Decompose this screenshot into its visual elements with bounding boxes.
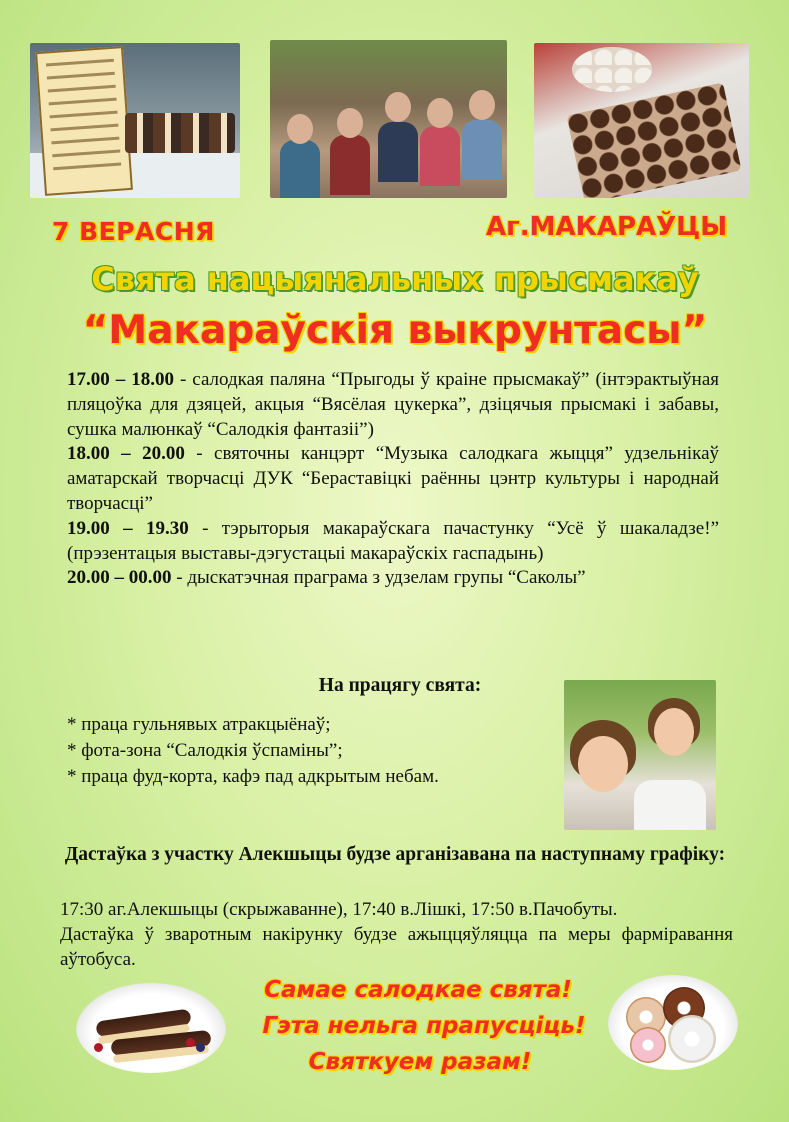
chocolate-sweets-photo: [534, 43, 749, 198]
schedule-item: 17.00 – 18.00 - салодкая паляна “Прыгоды ў краіне прысмакаў” (інтэрактыўная пляцоўка для дзяцей, акцыя “Вясёлая цукерка”, дзіцячыя прысмакі і забавы, сушка малюнкаў “Салодкія фантазіі”): [67, 369, 719, 440]
eclairs-image: [76, 983, 226, 1073]
festival-name: “Макараўскія выкрунтасы”: [82, 308, 708, 353]
extras-item: * праца гульнявых атракцыёнаў;: [67, 714, 331, 735]
menu-board-photo: [30, 43, 240, 198]
donuts-image: [608, 975, 738, 1070]
schedule-list: [67, 368, 719, 591]
chocolate-tray: [566, 82, 741, 198]
schedule-item: 18.00 – 20.00 - святочны канцэрт “Музыка салодкага жыцця” удзельнікаў аматарскай творчасці ДУК “Бераставіцкі раённы цэнтр культуры і народнай творчасці”: [67, 443, 719, 514]
schedule-item: 19.00 – 19.30 - тэрыторыя макараўскага пачастунку “Усё ў шакаладзе!” (прэзентацыя выставы-дэгустацыі макараўскіх гаспадынь): [67, 517, 719, 564]
extras-heading: На працягу свята:: [318, 675, 482, 696]
schedule-item: 20.00 – 00.00 - дыскатэчная праграма з удзелам групы “Саколы”: [67, 567, 586, 589]
slogan-sweetest: Самае салодкае свята!: [264, 977, 572, 1003]
transport-heading: Дастаўка з участку Алекшыцы будзе арганізавана па наступнаму графіку:: [64, 844, 726, 865]
cake-tray: [125, 113, 235, 153]
meringue-plate: [572, 47, 652, 92]
menu-sign: [35, 46, 133, 196]
extras-list: [67, 712, 557, 790]
extras-item: * праца фуд-корта, кафэ пад адкрытым небам.: [67, 766, 439, 787]
slogan-dont-miss: Гэта нельга прапусціць!: [262, 1013, 586, 1039]
crowd-tasting-photo: [270, 40, 507, 198]
extras-item: * фота-зона “Салодкія ўспаміны”;: [67, 740, 343, 761]
event-place: Аг.МАКАРАЎЦЫ: [486, 212, 728, 242]
event-date: 7 ВЕРАСНЯ: [52, 217, 215, 246]
transport-schedule: 17:30 аг.Алекшыцы (скрыжаванне), 17:40 в.Лішкі, 17:50 в.Пачобуты.: [60, 899, 618, 920]
transport-return: Дастаўка ў зваротным накірунку будзе ажыццяўляцца па меры фарміравання аўтобуса.: [60, 924, 733, 970]
slogan-celebrate: Святкуем разам!: [308, 1049, 532, 1075]
festival-title: Свята нацыянальных прысмакаў: [91, 260, 699, 298]
girls-photo: [564, 680, 716, 830]
transport-info: [60, 897, 733, 972]
